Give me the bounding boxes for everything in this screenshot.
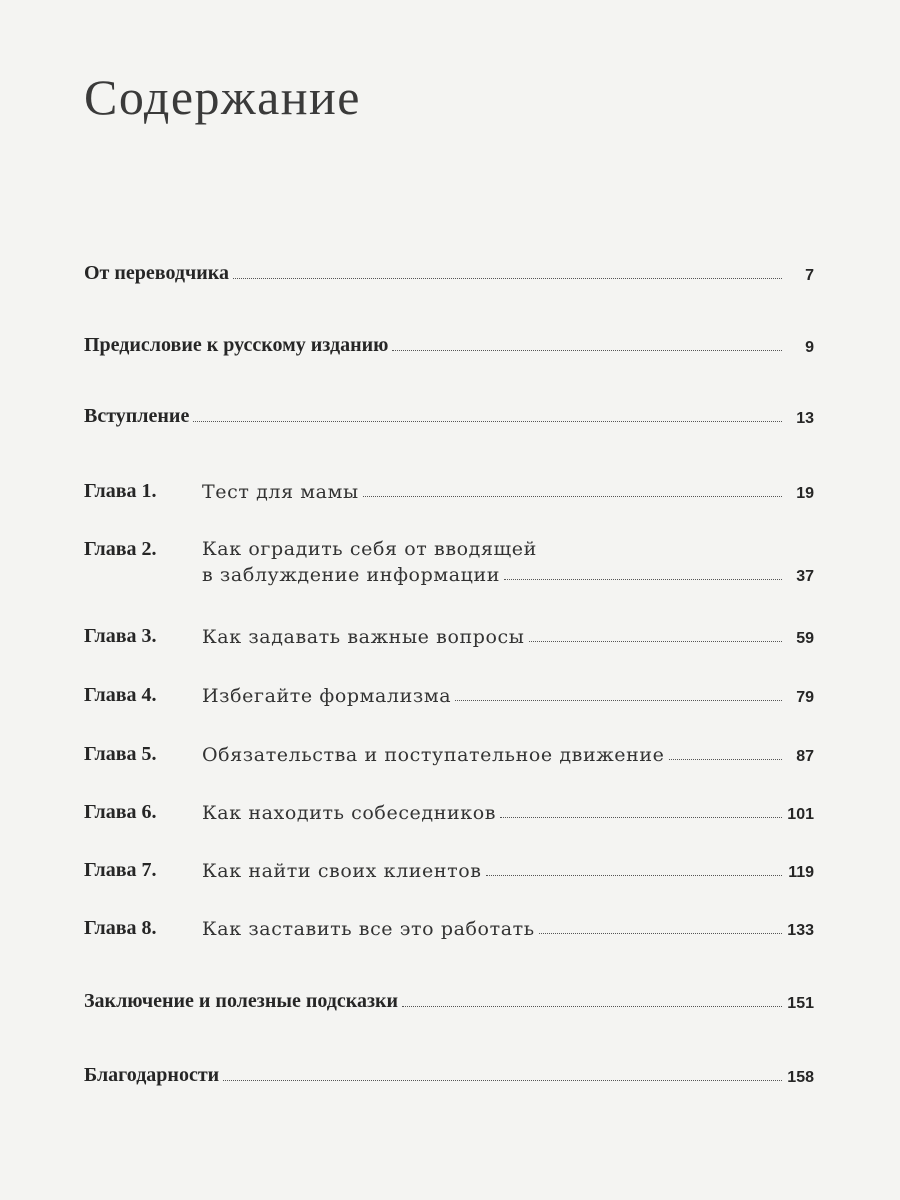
chapter-number: Глава 3.	[84, 625, 157, 647]
dot-leader	[669, 758, 782, 760]
chapter-number: Глава 2.	[84, 538, 157, 560]
chapter-number: Глава 8.	[84, 917, 157, 939]
toc-entry-page: 133	[787, 922, 814, 939]
toc-entry-page: 7	[805, 267, 814, 284]
page-title: Содержание	[84, 69, 361, 125]
toc-entry-chapter-6[interactable]	[84, 801, 814, 824]
dot-leader	[500, 816, 782, 818]
toc-entry-label: Заключение и полезные подсказки	[84, 990, 399, 1012]
toc-entry-page: 59	[796, 630, 814, 647]
chapter-number: Глава 7.	[84, 859, 157, 881]
toc-entry-page: 9	[805, 339, 814, 356]
chapter-title: Избегайте формализма	[202, 685, 452, 707]
toc-entry-conclusion[interactable]	[84, 990, 814, 1013]
toc-entry-chapter-2[interactable]	[84, 538, 814, 586]
chapter-title: Тест для мамы	[202, 481, 359, 503]
chapter-title: Как задавать важные вопросы	[202, 626, 525, 648]
dot-leader	[486, 874, 782, 876]
toc-entry-label: Предисловие к русскому изданию	[84, 334, 389, 356]
toc-entry-label: От переводчика	[84, 262, 230, 284]
toc-entry-page: 119	[788, 864, 814, 881]
dot-leader	[223, 1079, 782, 1081]
chapter-title: Как находить собеседников	[202, 802, 497, 824]
toc-entry-label: Благодарности	[84, 1064, 220, 1086]
toc-entry-label: Вступление	[84, 405, 190, 427]
chapter-number: Глава 4.	[84, 684, 157, 706]
table-of-contents	[84, 0, 824, 1200]
chapter-title: Как найти своих клиентов	[202, 860, 482, 882]
toc-entry-page: 151	[787, 995, 814, 1012]
dot-leader	[504, 578, 782, 580]
chapter-title-line-1: Как оградить себя от вводящей	[202, 538, 537, 560]
dot-leader	[363, 495, 782, 497]
toc-entry-chapter-7[interactable]	[84, 859, 814, 882]
dot-leader	[392, 349, 782, 351]
toc-entry-page: 19	[796, 485, 814, 502]
chapter-number: Глава 1.	[84, 480, 157, 502]
toc-entry-chapter-5[interactable]	[84, 743, 814, 766]
toc-entry-page: 13	[796, 410, 814, 427]
toc-entry-preface[interactable]	[84, 334, 814, 357]
dot-leader	[233, 277, 782, 279]
toc-entry-chapter-8[interactable]	[84, 917, 814, 940]
toc-entry-page: 37	[796, 568, 814, 585]
chapter-number: Глава 6.	[84, 801, 157, 823]
dot-leader	[402, 1005, 782, 1007]
dot-leader	[529, 640, 782, 642]
toc-entry-chapter-1[interactable]	[84, 480, 814, 503]
toc-entry-page: 101	[787, 806, 814, 823]
toc-entry-page: 158	[787, 1069, 814, 1086]
dot-leader	[455, 699, 782, 701]
toc-entry-chapter-3[interactable]	[84, 625, 814, 648]
chapter-number: Глава 5.	[84, 743, 157, 765]
toc-entry-chapter-4[interactable]	[84, 684, 814, 707]
dot-leader	[193, 420, 782, 422]
toc-entry-page: 79	[796, 689, 814, 706]
toc-entry-page: 87	[796, 748, 814, 765]
chapter-title: Как заставить все это работать	[202, 918, 535, 940]
toc-entry-introduction[interactable]	[84, 405, 814, 428]
toc-entry-translator[interactable]	[84, 262, 814, 285]
dot-leader	[539, 932, 782, 934]
toc-entry-acknowledgements[interactable]	[84, 1064, 814, 1087]
chapter-title: Обязательства и поступательное движение	[202, 744, 665, 766]
chapter-title-line-2: в заблуждение информации	[202, 564, 500, 586]
